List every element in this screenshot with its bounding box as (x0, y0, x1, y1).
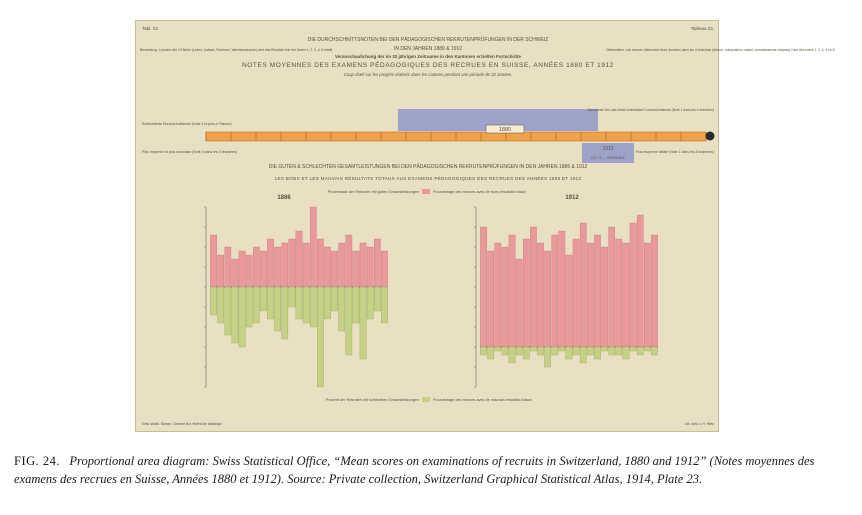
plate-tag-left: Tabl. 23. (142, 26, 160, 31)
bar-bad (644, 347, 650, 351)
bar-bad (488, 347, 494, 359)
bar-good (324, 247, 330, 287)
bar-bad (303, 287, 309, 323)
bar-good (360, 243, 366, 287)
bar-bad (346, 287, 352, 355)
bar-good (260, 251, 266, 287)
atlas-plate (135, 20, 836, 432)
bar-bad (260, 287, 266, 311)
bar-chart-1886 (204, 207, 388, 387)
bar-good (637, 215, 643, 347)
bar-bad (530, 347, 536, 351)
plate-title-years: IN DEN JAHREN 1880 & 1912 (393, 46, 463, 52)
bar-good (616, 239, 622, 347)
bar-bad (566, 347, 572, 359)
bar-good (331, 251, 337, 287)
bar-bad (480, 347, 486, 355)
bar-bad (544, 347, 550, 367)
bar-bad (552, 347, 558, 355)
bar-bad (374, 287, 380, 311)
bar-good (210, 235, 216, 287)
bar-good (594, 235, 600, 347)
bar-good (218, 255, 224, 287)
bar-bad (253, 287, 259, 323)
label-1912: 1912 (602, 146, 614, 152)
bar-bad (339, 287, 345, 331)
legend-bad-de: Prozent der Rekruten mit schlechten Gesamtleistungen (325, 398, 419, 402)
bar-bad (537, 347, 543, 355)
bar-bad (502, 347, 508, 355)
bar-good (303, 243, 309, 287)
left-label-bottom: Plus moyenne la plus mauvaise (Note 4 dans les 4 branches) (142, 150, 238, 154)
bar-bad (210, 287, 216, 315)
bar-good (559, 231, 565, 347)
bar-bad (331, 287, 337, 311)
bar-good (495, 243, 501, 347)
note-left-text: Bemerkung. In jedem der 4 Fächer (Lesen, Aufsatz, Rechnen, Vaterlandskunde) wird das Resultat eine der Noten 1, 2, 3, 4, 5 erteilt. (140, 48, 334, 52)
bar-good (580, 223, 586, 347)
bar-bad (381, 287, 387, 323)
bar-bad (282, 287, 288, 339)
bar-bad (630, 347, 636, 351)
bar-bad (367, 287, 373, 319)
bar-bad (225, 287, 231, 335)
label-1880: 1880 (498, 127, 512, 133)
legend-good-fr: Pourcentage des recrues avec de bons résultats totaux (433, 190, 526, 194)
bar-good (246, 255, 252, 287)
figure-label: FIG. 24. (14, 454, 61, 468)
ideal-target-marker (706, 132, 715, 141)
note-left (140, 48, 333, 52)
bar-chart-1912 (474, 207, 658, 387)
scale-ticks (206, 132, 706, 141)
bar-good (530, 227, 536, 347)
bar-good (225, 247, 231, 287)
bar-bad (360, 287, 366, 359)
bar-good (282, 243, 288, 287)
bar-bad (516, 347, 522, 355)
bar-bad (274, 287, 280, 331)
plate-drawing (136, 21, 836, 433)
bar-bad (580, 347, 586, 363)
bar-bad (296, 287, 302, 319)
bar-bad (317, 287, 323, 387)
bar-good (289, 239, 295, 287)
section2-title-de: DIE GUTEN & SCHLECHTEN GESAMTLEISTUNGEN BEI DEN PÄDAGOGISCHEN REKRUTENPRÜFUNGEN IN DEN JAHREN 1886 & 1912 (268, 164, 588, 170)
bar-good (573, 239, 579, 347)
bar-good (346, 235, 352, 287)
left-label-top: Schlechteste Durchschnittsnote (Note 4 la plus à Plafond) (142, 122, 232, 126)
bar-good (353, 251, 359, 287)
bar-bad (601, 347, 607, 351)
bar-good (552, 235, 558, 347)
bar-bad (324, 287, 330, 319)
legend-bad-swatch (422, 397, 430, 402)
bar-bad (246, 287, 252, 327)
bar-good (317, 239, 323, 287)
plate-subtitle-de: Veranschaulichung der im 32 jährigen Zeitraume in den Kantonen erzielten Fortschritte (334, 54, 522, 59)
legend-good-de: Prozentsatz der Rekruten mit guten Gesamtleistungen (327, 190, 419, 194)
bar-bad (616, 347, 622, 355)
figure-caption-text: Proportional area diagram: Swiss Statistical Office, “Mean scores on examinations of recruits in Switzerland, 1880 and 1912” (Notes moyennes des examens des recrues en Suisse, Années 1880 et 1912). Source: Private collection, Switzerland Graphical Statistical Atlas, 1914, Plate 23. (14, 454, 815, 486)
bar-good (367, 247, 373, 287)
bar-good (609, 227, 615, 347)
bar-bad (651, 347, 657, 355)
bar-bad (218, 287, 224, 323)
bar-good (644, 243, 650, 347)
bar-good (587, 243, 593, 347)
legend-good-swatch (422, 189, 430, 194)
bar-good (488, 251, 494, 347)
bar-bad (594, 347, 600, 359)
plate-title-fr: NOTES MOYENNES DES EXAMENS PÉDAGOGIQUES DES RECRUES EN SUISSE, ANNÉES 1880 ET 1912 (241, 62, 615, 69)
bar-good (566, 255, 572, 347)
chart-year-left: 1886 (277, 195, 291, 201)
note-right (606, 48, 835, 52)
bar-bad (267, 287, 273, 319)
bar-good (623, 243, 629, 347)
bar-bad (637, 347, 643, 355)
bar-good (239, 251, 245, 287)
label-schweiz: CH. Y. ... SCHWEIZ (591, 156, 625, 160)
bar-bad (232, 287, 238, 343)
bar-bad (353, 287, 359, 323)
note-right-text: Observation. Les recrues obtiennent leurs données dans les 4 branches (lecture, composition, calcul, connaissances civiques) l'une des notes 1, 2, 3, 4 ou 5. (606, 48, 836, 52)
bar-good (381, 251, 387, 287)
plate-title-de: DIE DURCHSCHNITTSNOTEN BEI DEN PÄDAGOGISCHEN REKRUTENPRÜFUNGEN IN DER SCHWEIZ (307, 37, 549, 43)
bar-good (502, 247, 508, 347)
bar-good (339, 243, 345, 287)
footer-left: Entw. statist. Bureau / Dessiné Bur. fédéral de statistique (142, 422, 223, 426)
bar-bad (559, 347, 565, 351)
bar-good (630, 223, 636, 347)
chart-year-right: 1912 (565, 195, 579, 201)
bar-bad (573, 347, 579, 355)
section2-title-fr: LES BONS ET LES MAUVAIS RÉSULTATS TOTAUX AUX EXAMENS PÉDAGOGIQUES DES RECRUES DES ANNÉES 1886 ET 1912 (274, 176, 582, 181)
bar-bad (623, 347, 629, 359)
bar-bad (609, 347, 615, 355)
legend-bad-fr: Pourcentage des recrues avec de mauvais résultats totaux (433, 398, 532, 402)
bar-good (296, 231, 302, 287)
bar-good (537, 243, 543, 347)
bar-good (267, 239, 273, 287)
bar-good (544, 251, 550, 347)
right-label-top: Das ideale Ziel, das beste erreichbare Durchschnittsnote (Note 1 dans les 4 branches) (587, 108, 714, 112)
right-label-bottom: Plus moyenne idéale (Note 1 dans les 4 branches) (635, 150, 714, 154)
bar-good (274, 247, 280, 287)
bar-good (232, 259, 238, 287)
bar-bad (495, 347, 501, 351)
bar-good (523, 239, 529, 347)
plate-subtitle-fr: Coup d'œil sur les progrès réalisés dans les cantons pendant une période de 32 années. (343, 72, 513, 77)
bar-bad (523, 347, 529, 359)
bar-good (374, 239, 380, 287)
bar-bad (587, 347, 593, 355)
bar-good (480, 227, 486, 347)
plate-tag-right: Tableau 23. (690, 26, 714, 31)
bar-good (310, 207, 316, 287)
bar-good (651, 235, 657, 347)
bar-bad (310, 287, 316, 327)
figure-caption (14, 452, 854, 488)
footer-right: Lith. Anst. v. H. Rietz (684, 422, 714, 426)
bar-good (601, 247, 607, 347)
bar-bad (239, 287, 245, 347)
bar-bad (509, 347, 515, 363)
bar-bad (289, 287, 295, 307)
bar-good (509, 235, 515, 347)
bar-good (516, 259, 522, 347)
bar-good (253, 247, 259, 287)
